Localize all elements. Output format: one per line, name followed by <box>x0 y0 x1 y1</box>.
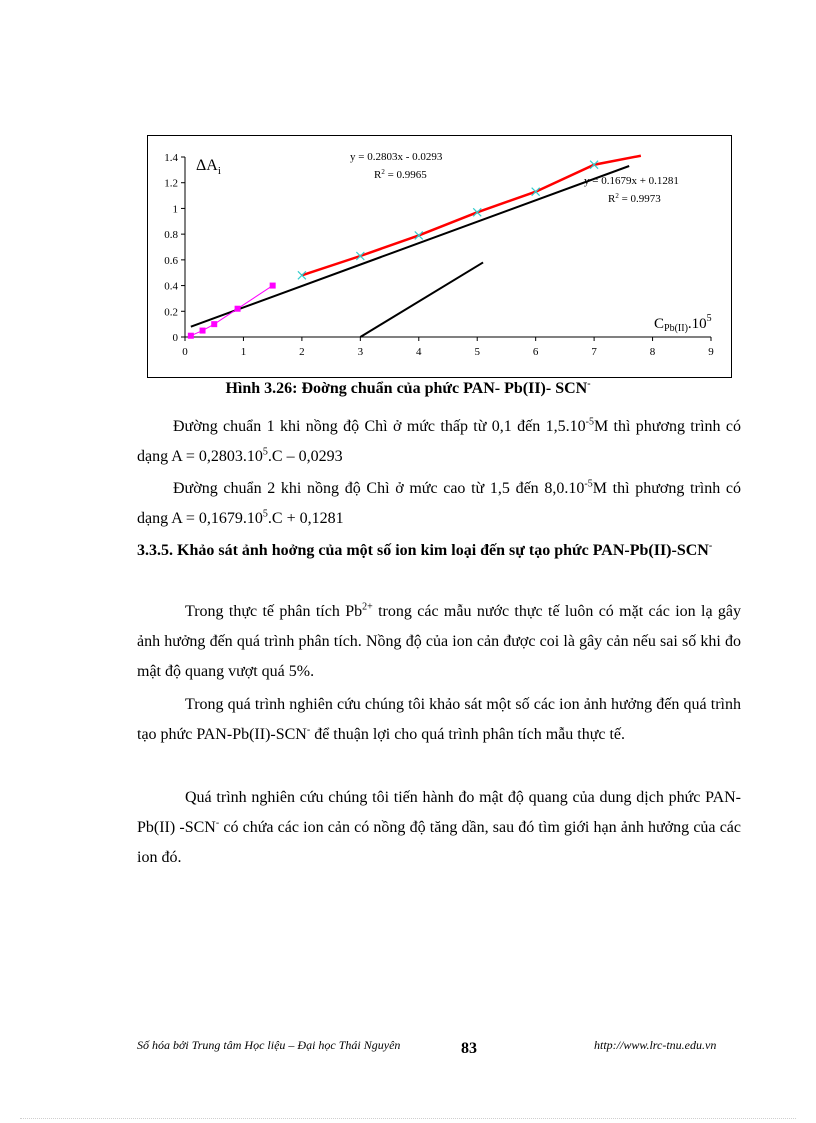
caption-sup: - <box>587 378 591 390</box>
r-squared-2-r: R <box>608 193 616 205</box>
x-axis-label-main: C <box>654 316 665 332</box>
p5-sup: - <box>215 817 220 829</box>
x-axis-label-sup: 5 <box>706 313 712 324</box>
r-squared-1-rest: = 0.9965 <box>384 169 427 181</box>
r-squared-2 <box>608 192 661 205</box>
calibration-chart <box>147 135 732 378</box>
footer-source: Số hóa bởi Trung tâm Học liệu – Đại học Thái Nguyên <box>137 1038 401 1052</box>
x-axis-label <box>654 313 712 334</box>
y-tick-label: 0.4 <box>164 280 178 293</box>
paragraph-curve-2 <box>137 474 741 534</box>
p3-text-b: trong các mẫu nước thực tế luôn có mặt các ion lạ gây ảnh hưởng đến quá trình phân tích. Nồng độ của ion cản được coi là gây cản nếu sai số khi đo mật độ quang vượt quá 5%. <box>137 603 742 680</box>
r-squared-1 <box>374 168 427 181</box>
p1-sup2: 5 <box>262 446 268 458</box>
x-axis-label-sub: Pb(II) <box>664 323 688 334</box>
p2-text-a: Đường chuẩn 2 khi nồng độ Chì ở mức cao từ 1,5 đến 8,0.10 <box>173 480 585 497</box>
footer-url: http://www.lrc-tnu.edu.vn <box>594 1038 717 1052</box>
p2-text-b: M thì phương trình có dạng A = 0,1679.10 <box>137 480 741 527</box>
p4-text-a: Trong quá trình nghiên cứu chúng tôi khảo sát một số các ion ảnh hưởng đến quá trình tạo phức PAN-Pb(II)-SCN <box>137 696 741 743</box>
r-squared-2-sup: 2 <box>615 192 619 200</box>
r-squared-2-rest: = 0.9973 <box>618 193 661 205</box>
x-tick-label: 9 <box>708 346 714 358</box>
p2-sup: -5 <box>584 478 593 490</box>
p1-text-c: .C – 0,0293 <box>267 448 343 465</box>
bottom-divider <box>20 1118 796 1119</box>
p1-sup: -5 <box>585 416 594 428</box>
p2-text-c: .C + 0,1281 <box>267 510 344 527</box>
data-point <box>270 283 276 289</box>
series-line <box>302 156 641 276</box>
x-tick-label: 4 <box>416 346 422 358</box>
paragraph-procedure <box>137 783 741 873</box>
paragraph-interference <box>137 597 741 687</box>
p3-text-a: Trong thực tế phân tích Pb <box>185 603 363 620</box>
x-tick-label: 3 <box>357 346 364 358</box>
x-tick-label: 2 <box>299 346 305 358</box>
stray-line <box>360 262 483 337</box>
p3-sup: 2+ <box>362 601 373 613</box>
trendline <box>191 166 629 327</box>
caption-text: Hình 3.26: Đoờng chuẩn của phức PAN- Pb(II)- SCN <box>225 380 588 397</box>
x-tick-label: 1 <box>240 346 247 358</box>
equation-1: y = 0.2803x - 0.0293 <box>350 151 443 163</box>
p1-text-a: Đường chuẩn 1 khi nồng độ Chì ở mức thấp từ 0,1 đến 1,5.10 <box>173 418 586 435</box>
paragraph-curve-1 <box>137 412 741 472</box>
x-tick-label: 8 <box>649 346 656 358</box>
equation-2: y = 0.1679x + 0.1281 <box>584 175 679 187</box>
y-tick-label: 0.6 <box>164 254 178 267</box>
data-point <box>211 321 217 327</box>
y-axis-label <box>196 157 221 177</box>
series <box>188 156 641 339</box>
heading-sup: - <box>708 540 713 552</box>
data-point <box>188 333 194 339</box>
y-tick-label: 0.2 <box>164 306 178 319</box>
x-tick-label: 0 <box>182 346 188 358</box>
x-tick-label: 6 <box>532 346 539 358</box>
y-tick-label: 0.8 <box>164 229 178 242</box>
heading-text: 3.3.5. Khảo sát ảnh hoởng của một số ion kim loại đến sự tạo phức PAN-Pb(II)-SCN <box>137 542 709 559</box>
y-axis-label-sub: i <box>217 165 221 177</box>
p4-sup: - <box>306 724 311 736</box>
y-tick-label: 1.4 <box>164 152 178 164</box>
r-squared-1-sup: 2 <box>381 168 385 176</box>
x-tick-label: 5 <box>474 346 480 358</box>
p4-text-b: để thuận lợi cho quá trình phân tích mẫu thực tế. <box>310 726 626 743</box>
p5-text-b: có chứa các ion cản có nồng độ tăng dần, sau đó tìm giới hạn ảnh hưởng của các ion đó. <box>137 819 741 866</box>
data-point <box>235 306 241 312</box>
y-tick-label: 0 <box>172 332 178 344</box>
data-point <box>200 328 206 334</box>
p2-sup2: 5 <box>262 508 268 520</box>
p5-text-a: Quá trình nghiên cứu chúng tôi tiến hành đo mật độ quang của dung dịch phức PAN- Pb(II) -SCN <box>137 789 741 836</box>
paragraph-survey <box>137 690 741 750</box>
section-heading <box>137 536 741 566</box>
y-tick-label: 1 <box>172 203 178 216</box>
r-squared-1-r: R <box>374 169 382 181</box>
p1-text-b: M thì phương trình có dạng A = 0,2803.10 <box>137 418 741 465</box>
figure-caption <box>0 380 816 398</box>
y-tick-label: 1.2 <box>164 177 178 190</box>
y-axis-label-main: ΔA <box>196 157 218 174</box>
page-number: 83 <box>461 1040 477 1057</box>
x-tick-label: 7 <box>591 346 597 358</box>
chart-svg <box>148 136 733 379</box>
x-axis-label-suffix: .10 <box>687 316 707 332</box>
